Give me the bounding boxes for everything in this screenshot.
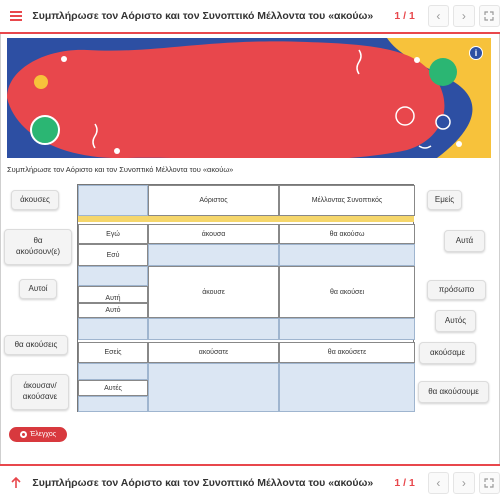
pronoun-cell: Αυτές [78,380,148,396]
info-icon[interactable]: i [469,46,483,60]
answer-chip[interactable]: Αυτά [444,230,485,252]
pronoun-cell: Αυτό [78,303,148,318]
hamburger-icon[interactable] [5,5,26,27]
pronoun-cell: Εγώ [78,224,148,244]
footer-next-button[interactable] [453,472,474,494]
drop-zone[interactable] [148,318,279,340]
check-icon [20,431,27,438]
drop-zone[interactable] [279,244,415,266]
chevron-left-icon: ‹ [436,476,441,490]
expand-button[interactable] [479,5,500,27]
drop-zone[interactable] [148,244,279,266]
pronoun-cell: Εσύ [78,244,148,266]
answer-chip[interactable]: Αυτοί [19,279,57,299]
chevron-right-icon: › [461,9,466,23]
header-bar [0,0,500,34]
footer-title: Συμπλήρωσε τον Αόριστο και τον Συνοπτικό Μέλλοντα του «ακούω» [32,477,374,489]
future-cell: θα ακούσετε [279,342,415,363]
decorative-banner [7,38,491,158]
drop-zone[interactable] [279,318,415,340]
footer-page-counter: 1 / 1 [394,477,415,489]
answer-chip[interactable]: ακούσαμε [419,342,476,364]
check-button[interactable] [9,427,67,442]
aorist-cell: άκουσα [148,224,279,244]
next-button[interactable] [453,5,474,27]
arrow-up-icon[interactable] [5,472,26,494]
answer-chip[interactable]: άκουσες [11,190,59,210]
column-header-future: Μέλλοντας Συνοπτικός [279,185,415,216]
footer-bar [0,464,500,500]
drop-zone[interactable] [148,363,279,412]
drop-zone[interactable] [279,363,415,412]
highlight-divider [78,216,414,222]
page-counter: 1 / 1 [394,10,415,22]
drop-zone-header-corner[interactable] [78,185,148,216]
aorist-cell: ακούσατε [148,342,279,363]
drop-zone[interactable] [78,363,148,380]
answer-chip[interactable]: Αυτός [435,310,476,332]
drop-zone[interactable] [78,396,148,412]
chevron-left-icon: ‹ [436,9,441,23]
expand-icon [484,11,494,21]
conjugation-table [77,184,414,412]
drop-zone[interactable] [78,318,148,340]
pronoun-cell: Εσείς [78,342,148,363]
footer-expand-button[interactable] [479,472,500,494]
footer-prev-button[interactable] [428,472,449,494]
answer-chip[interactable]: θα ακούσουν(ε) [4,229,72,265]
answer-chip[interactable]: άκουσαν/ ακούσανε [11,374,69,410]
header-title: Συμπλήρωσε τον Αόριστο και τον Συνοπτικό Μέλλοντα του «ακούω» [32,10,374,22]
answer-chip[interactable]: θα ακούσεις [4,335,68,355]
chevron-right-icon: › [461,476,466,490]
expand-icon [484,478,494,488]
future-cell: θα ακούσει [279,266,415,318]
check-button-label: Έλεγχος [29,431,57,438]
pronoun-cell: Αυτή [78,286,148,303]
answer-chip[interactable]: πρόσωπο [427,280,486,300]
answer-chip[interactable]: θα ακούσουμε [418,381,489,403]
aorist-cell: άκουσε [148,266,279,318]
drop-zone[interactable] [78,266,148,286]
column-header-aorist: Αόριστος [148,185,279,216]
future-cell: θα ακούσω [279,224,415,244]
prev-button[interactable] [428,5,449,27]
instruction-text: Συμπλήρωσε τον Αόριστο και τον Συνοπτικό Μέλλοντα του «ακούω» [7,165,234,174]
answer-chip[interactable]: Εμείς [427,190,462,210]
